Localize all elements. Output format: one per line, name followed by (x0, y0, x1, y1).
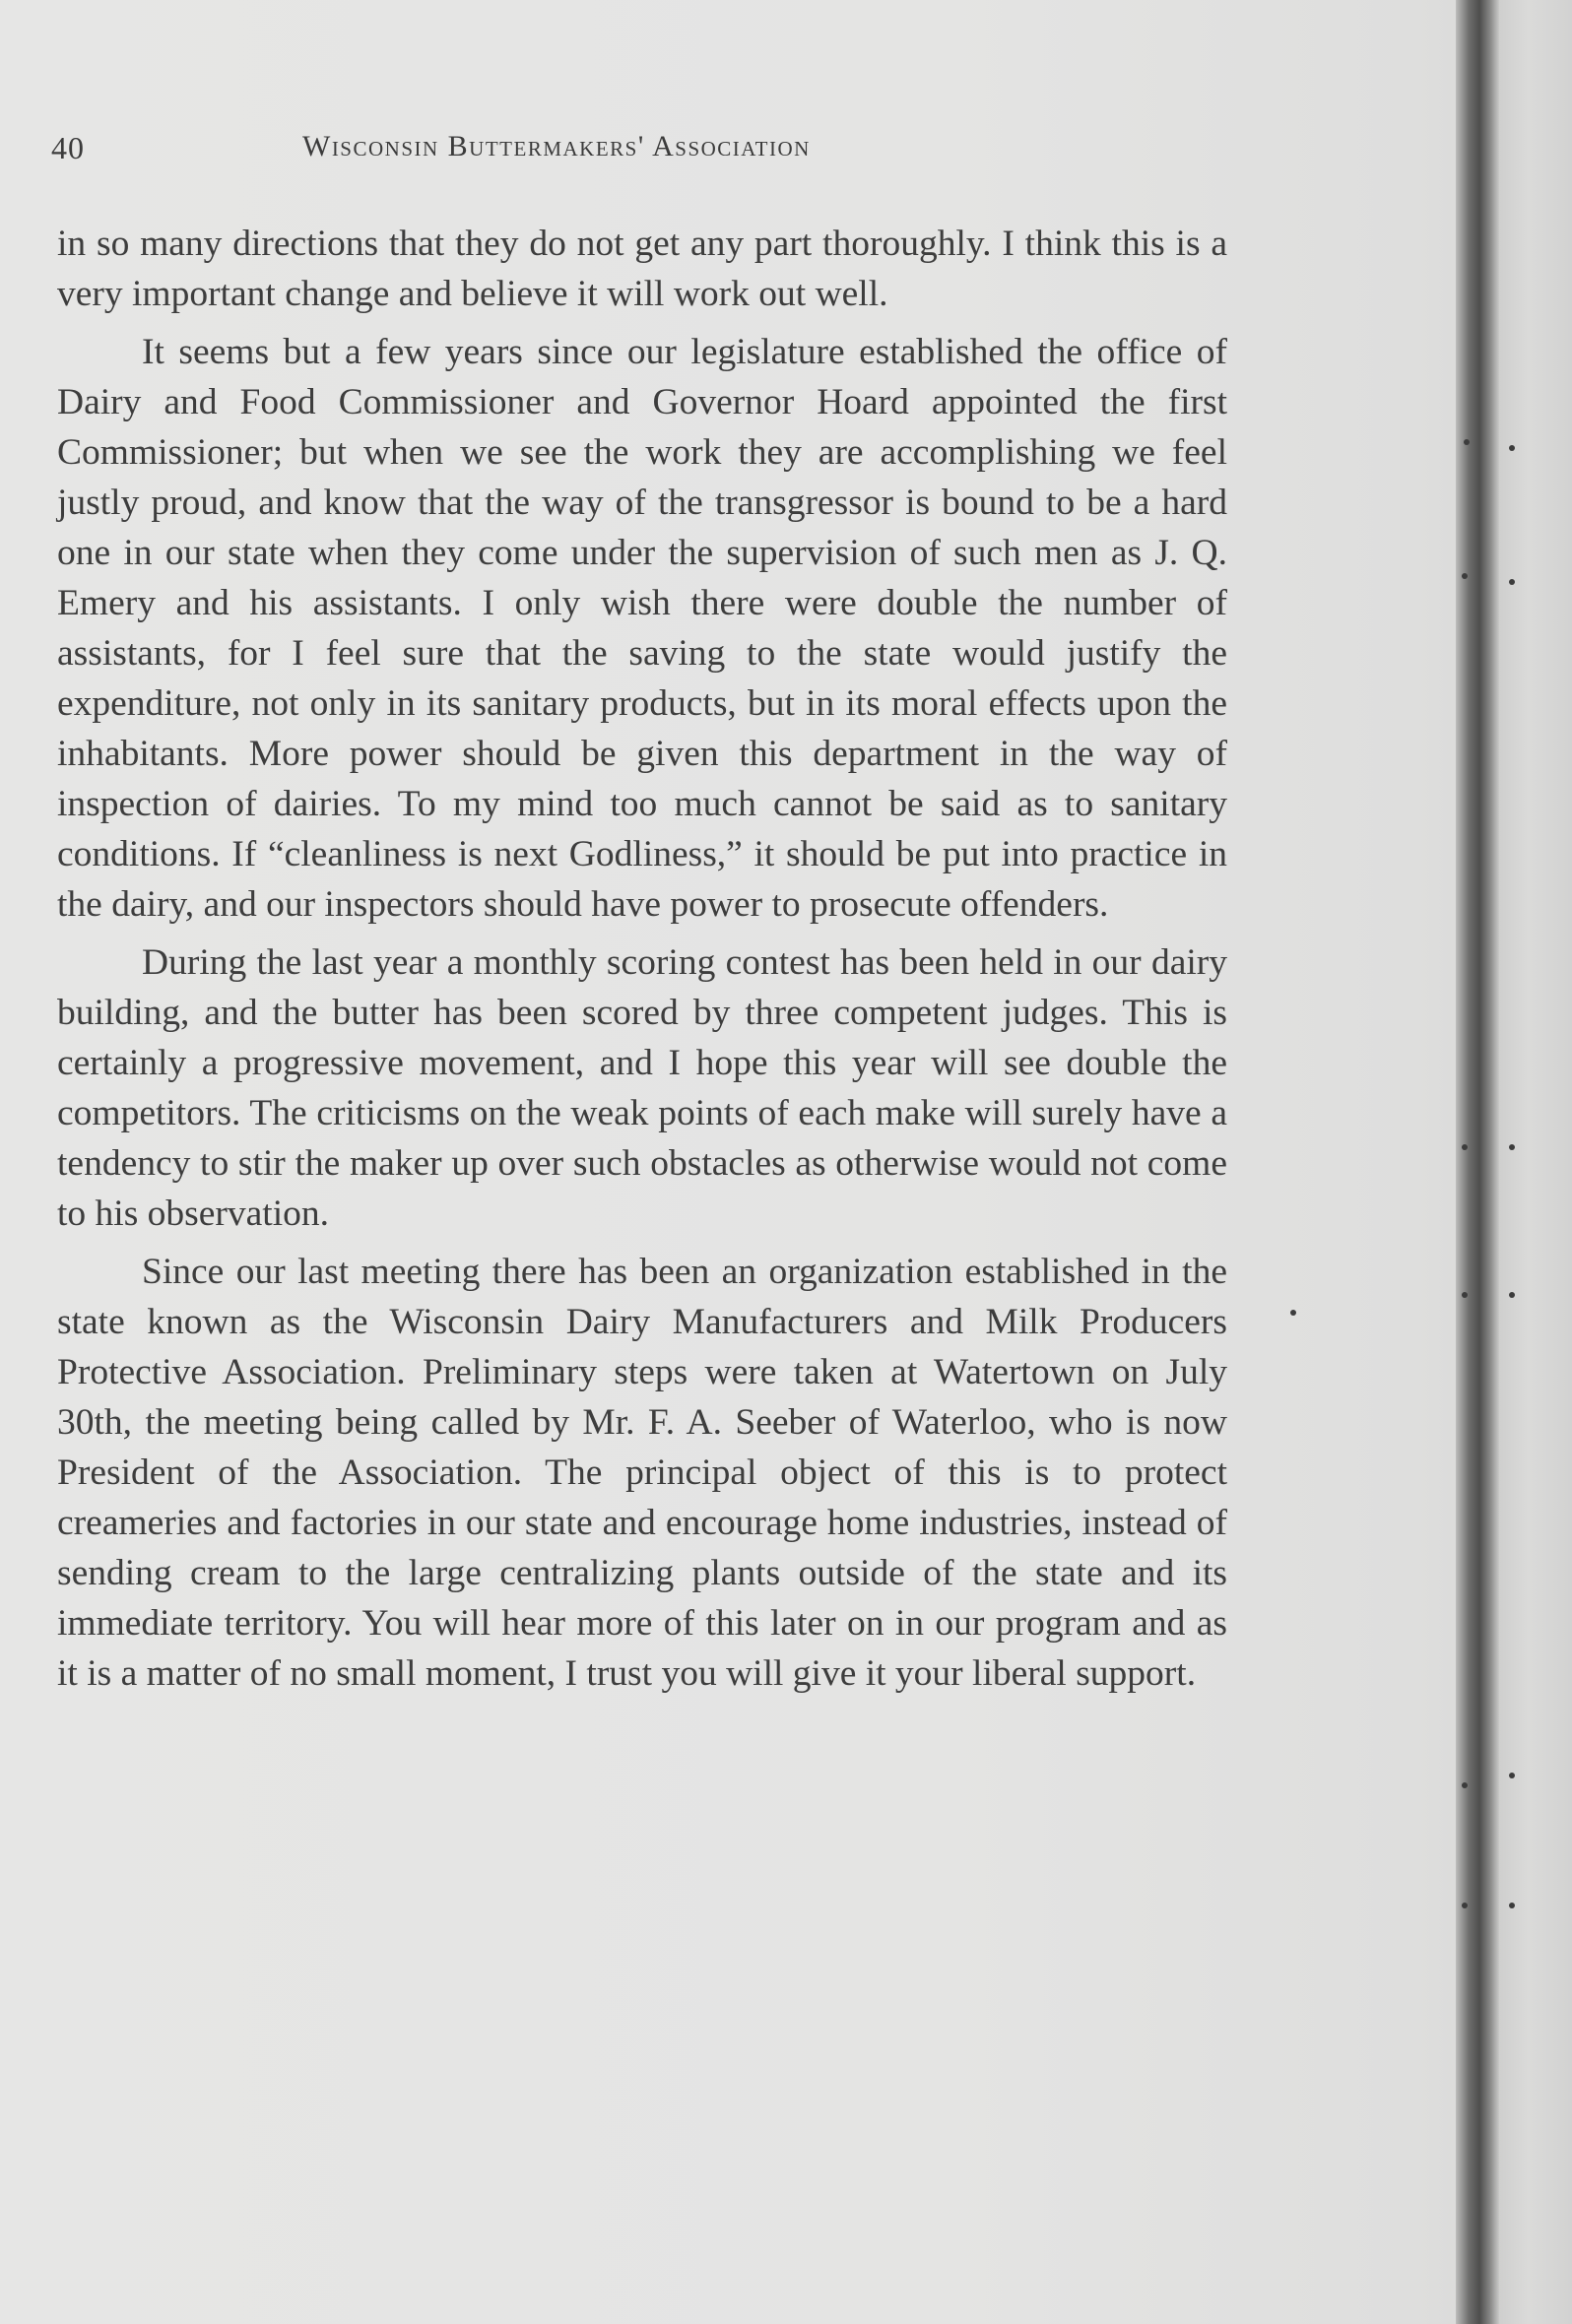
binding-stitch (1462, 573, 1468, 579)
body-text (57, 219, 1227, 1707)
running-title: Wisconsin Buttermakers' Association (302, 130, 811, 162)
paragraph-protective-association: Since our last meeting there has been an organization established in the state known as the Wisconsin Dairy Manufacturers and Milk Producers Protective Association. Preliminary steps were taken at Watertown on July 30th, the meeting being called by Mr. F. A. Seeber of Waterloo, who is now President of the Association. The principal object of this is to protect creameries and factories in our state and encourage home industries, instead of sending cream to the large centralizing plants outside of the state and its immediate territory. You will hear more of this later on in our program and as it is a matter of no small moment, I trust you will give it your liberal support. (57, 1252, 1227, 1694)
page-edge (1499, 0, 1572, 2324)
binding-stitch (1509, 1292, 1515, 1298)
binding-stitch (1464, 439, 1470, 445)
binding-stitch (1462, 1782, 1468, 1788)
binding-gutter (1456, 0, 1499, 2324)
paragraph-dairy-commissioner: It seems but a few years since our legislature established the office of Dairy and Food Commissioner and Governor Hoard appointed the first Commissioner; but when we see the work they are accomplishing we feel justly proud, and know that the way of the transgressor is bound to be a hard one in our state when they come under the supervision of such men as J. Q. Emery and his assistants. I only wish there were double the number of assistants, for I feel sure that the saving to the state would justify the expenditure, not only in its sanitary products, but in its moral effects upon the inhabitants. More power should be given this department in the way of inspection of dairies. To my mind too much cannot be said as to sanitary conditions. If “cleanliness is next Godliness,” it should be put into practice in the dairy, and our inspectors should have power to prosecute offenders. (57, 332, 1227, 925)
paragraph-scoring-contest: During the last year a monthly scoring contest has been held in our dairy building, and the butter has been scored by three competent judges. This is certainly a progressive movement, and I hope this year will see double the competitors. The criticisms on the weak points of each make will surely have a tendency to stir the maker up over such obstacles as otherwise would not come to his observation. (57, 942, 1227, 1234)
page-number: 40 (51, 130, 85, 165)
binding-stitch (1509, 1903, 1515, 1908)
binding-stitch (1290, 1310, 1296, 1316)
binding-stitch (1462, 1292, 1468, 1298)
binding-stitch (1509, 1773, 1515, 1778)
paragraph-continued: in so many directions that they do not get any part thoroughly. I think this is a very important change and believe it will work out well. (57, 224, 1227, 314)
binding-stitch (1462, 1144, 1468, 1150)
binding-stitch (1509, 445, 1515, 451)
binding-stitch (1509, 579, 1515, 585)
binding-stitch (1462, 1903, 1468, 1908)
binding-stitch (1509, 1144, 1515, 1150)
running-header (51, 130, 1233, 179)
